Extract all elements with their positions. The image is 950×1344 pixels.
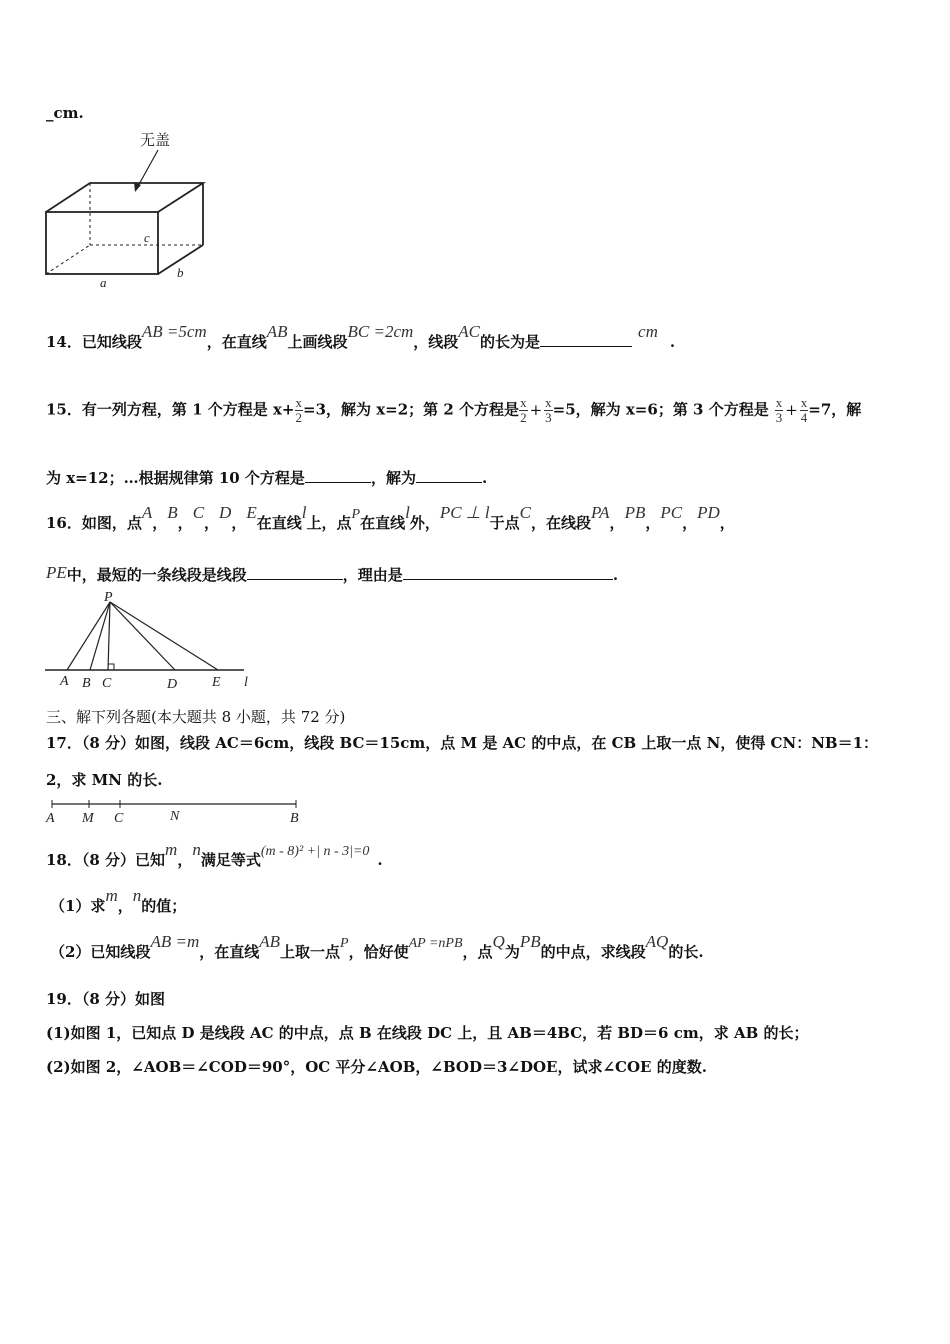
box-top-edges [46, 183, 203, 212]
q16-text-4: 在直线 [360, 514, 406, 532]
question-19-part-1: (1)如图 1，已知点 D 是线段 AC 的中点，点 B 在线段 DC 上，且 AB＝4BC，若 BD＝6 cm，求 AB 的长； [46, 1024, 809, 1042]
fig17-label-n: N [170, 809, 180, 824]
q18-p2-math-ab-m: AB =m [150, 932, 200, 951]
open-box-figure [40, 128, 220, 296]
q18-p2-text-h: 的长. [668, 943, 704, 961]
question-18 [46, 840, 383, 870]
segment-pc [108, 602, 110, 670]
q18-text-1: 18．（8 分）已知 [46, 851, 166, 869]
section-3-title: 三、解下列各题(本大题共 8 小题，共 72 分) [46, 708, 346, 726]
q16-seg-pa: PA [590, 503, 610, 522]
q16-text-8: 中，最短的一条线段是线段 [66, 566, 247, 584]
q18-var-n: n [192, 840, 201, 859]
question-17-line-2: 2，求 MN 的长. [46, 771, 163, 789]
fig17-label-a: A [46, 811, 55, 826]
q18-p2-text-g: 的中点，求线段 [540, 943, 646, 961]
q18-p2-text-b: ，在直线 [199, 943, 260, 961]
q16-seg-pe: PE [46, 563, 67, 582]
q18-p2-text-e: ，点 [462, 943, 493, 961]
q16-comma: ， [682, 514, 698, 532]
q16-point-e: E [246, 503, 257, 522]
fig16-label-l: l [244, 675, 248, 690]
segment-pb [90, 602, 110, 670]
q18-end: . [377, 851, 383, 869]
fig16-label-a: A [60, 674, 69, 689]
q18-p2-text-c: 上取一点 [280, 943, 341, 961]
q18-p2-math-aq: AQ [645, 932, 669, 951]
q18-comma: ， [177, 851, 193, 869]
q16-seg-pd: PD [697, 503, 720, 522]
fig16-label-b: B [82, 676, 91, 691]
q16-text-3: 上，点 [306, 514, 352, 532]
segment-pa [67, 602, 110, 670]
q16-text-5: 外， [409, 514, 440, 532]
q15-text-2: =3，解为 x=2；第 2 个方程是 [303, 400, 520, 419]
q16-point-p: P [351, 507, 361, 522]
q15-plus-1: + [529, 400, 543, 419]
q14-number: 14．已知线段 [46, 333, 142, 351]
q15-text-3: =5，解为 x=6；第 3 个方程是 [552, 400, 769, 419]
q14-text-1: ，在直线 [206, 333, 267, 351]
q18-p1-var-n: n [132, 886, 142, 905]
q18-text-2: 满足等式 [200, 851, 261, 869]
q18-p2-text-d: ，恰好使 [348, 943, 409, 961]
q18-p2-text-a: （2）已知线段 [50, 943, 151, 961]
question-14 [46, 322, 676, 352]
q15-line2-end: . [481, 469, 488, 487]
question-19-title: 19．（8 分）如图 [46, 990, 166, 1008]
q15-fraction-x-3a: $\frac{x}{3}$ [545, 395, 552, 425]
q14-end: . [669, 333, 676, 351]
q16-text-6: 于点 [489, 514, 520, 532]
figure-17 [42, 796, 312, 828]
q16-comma: ， [719, 514, 735, 532]
right-angle-mark [108, 664, 114, 670]
q18-p2-math-p: P [340, 936, 349, 951]
fig17-label-c: C [114, 811, 124, 826]
q16-reason-blank[interactable] [403, 578, 613, 580]
q16-point-a: A [141, 503, 153, 522]
q16-comma: ， [177, 514, 193, 532]
q18-p1-var-m: m [105, 886, 118, 905]
q18-p2-math-ab: AB [259, 932, 281, 951]
q14-unit: cm [638, 322, 658, 341]
q16-seg-pc: PC [660, 503, 683, 522]
q16-comma: ， [204, 514, 220, 532]
box-lid-label: 无盖 [140, 131, 171, 149]
q14-math-ac: AC [458, 322, 481, 341]
q16-text-1: 16．如图，点 [46, 514, 142, 532]
q16-point-b: B [167, 503, 178, 522]
q15-fraction-x-2a: $\frac{x}{2}$ [295, 395, 302, 425]
fig17-label-m: M [82, 811, 94, 826]
q18-p1-text-c: 的值； [141, 897, 187, 915]
q15-text-1: 15．有一列方程，第 1 个方程是 x+ [46, 400, 295, 419]
q16-text-7: ，在线段 [530, 514, 591, 532]
q16-seg-pb: PB [624, 503, 646, 522]
q15-fraction-x-3b: $\frac{x}{3}$ [775, 395, 783, 425]
q18-p1-text-b: ， [117, 897, 133, 915]
q15-text-4: =7，解 [808, 400, 862, 419]
q16-line-l-2: l [405, 503, 410, 522]
fig16-label-p: P [104, 590, 113, 605]
q14-text-2: 上画线段 [287, 333, 348, 351]
q16-text-9: ，理由是 [342, 566, 403, 584]
q14-math-ab: AB [266, 322, 288, 341]
fig16-label-e: E [212, 675, 221, 690]
q14-math-bc2: BC =2cm [347, 322, 414, 341]
q16-point-c-2: C [519, 503, 531, 522]
q16-point-d: D [219, 503, 232, 522]
box-front-face [46, 212, 158, 274]
q14-text-3: ，线段 [413, 333, 459, 351]
q16-comma: ， [152, 514, 168, 532]
q14-answer-blank[interactable] [540, 345, 632, 347]
q18-p1-text-a: （1）求 [50, 897, 106, 915]
box-label-a: a [100, 275, 107, 290]
box-label-b: b [177, 265, 184, 280]
q15-plus-2: + [785, 400, 798, 419]
q18-var-m: m [165, 840, 178, 859]
q18-p2-math-ap: AP =nPB [408, 936, 463, 951]
q16-end: . [612, 566, 619, 584]
q16-comma: ， [231, 514, 247, 532]
q15-line2-text-b: ，解为 [370, 469, 416, 487]
segment-pd [110, 602, 175, 670]
question-19-part-2: (2)如图 2，∠AOB＝∠COD＝90°，OC 平分∠AOB，∠BOD＝3∠DOE，试求∠COE 的度数. [46, 1058, 707, 1076]
q18-equation: (m - 8)² +| n - 3|=0 [260, 844, 370, 859]
q14-math-ab5: AB =5cm [141, 322, 207, 341]
q16-shortest-blank[interactable] [247, 578, 343, 580]
q15-equation-blank[interactable] [305, 481, 371, 483]
fig17-label-b: B [290, 811, 299, 826]
fig16-label-d: D [167, 677, 178, 692]
q16-line-l: l [301, 503, 307, 522]
fig16-label-c: C [102, 676, 112, 691]
q16-point-c: C [192, 503, 205, 522]
q15-fraction-x-2b: $\frac{x}{2}$ [520, 395, 527, 425]
q16-text-2: 在直线 [256, 514, 302, 532]
segment-pe [110, 602, 218, 670]
question-15 [46, 396, 861, 425]
question-15-line-2 [46, 467, 487, 488]
question-16 [46, 503, 735, 533]
question-18-part-1 [50, 886, 187, 916]
q15-line2-text-a: 为 x=12；…根据规律第 10 个方程是 [46, 469, 305, 487]
q18-p2-math-q: Q [492, 932, 505, 951]
q18-p2-text-f: 为 [504, 943, 520, 961]
q13-tail: _cm. [46, 104, 84, 122]
q15-solution-blank[interactable] [416, 481, 482, 483]
q16-comma: ， [609, 514, 625, 532]
figure-16 [42, 590, 262, 694]
q14-text-4: 的长为是 [480, 333, 541, 351]
q16-comma: ， [645, 514, 661, 532]
q18-p2-math-pb: PB [519, 932, 541, 951]
box-label-c: c [144, 230, 150, 245]
question-16-line-2 [46, 564, 618, 585]
q16-perp: PC ⊥ l [439, 503, 490, 522]
question-18-part-2 [50, 932, 704, 962]
question-17-line-1: 17．（8 分）如图，线段 AC＝6cm，线段 BC＝15cm，点 M 是 AC 的中点，在 CB 上取一点 N，使得 CN：NB＝1： [46, 734, 879, 752]
box-hidden-diagonal [46, 245, 90, 274]
q15-fraction-x-4: $\frac{x}{4}$ [800, 395, 808, 425]
